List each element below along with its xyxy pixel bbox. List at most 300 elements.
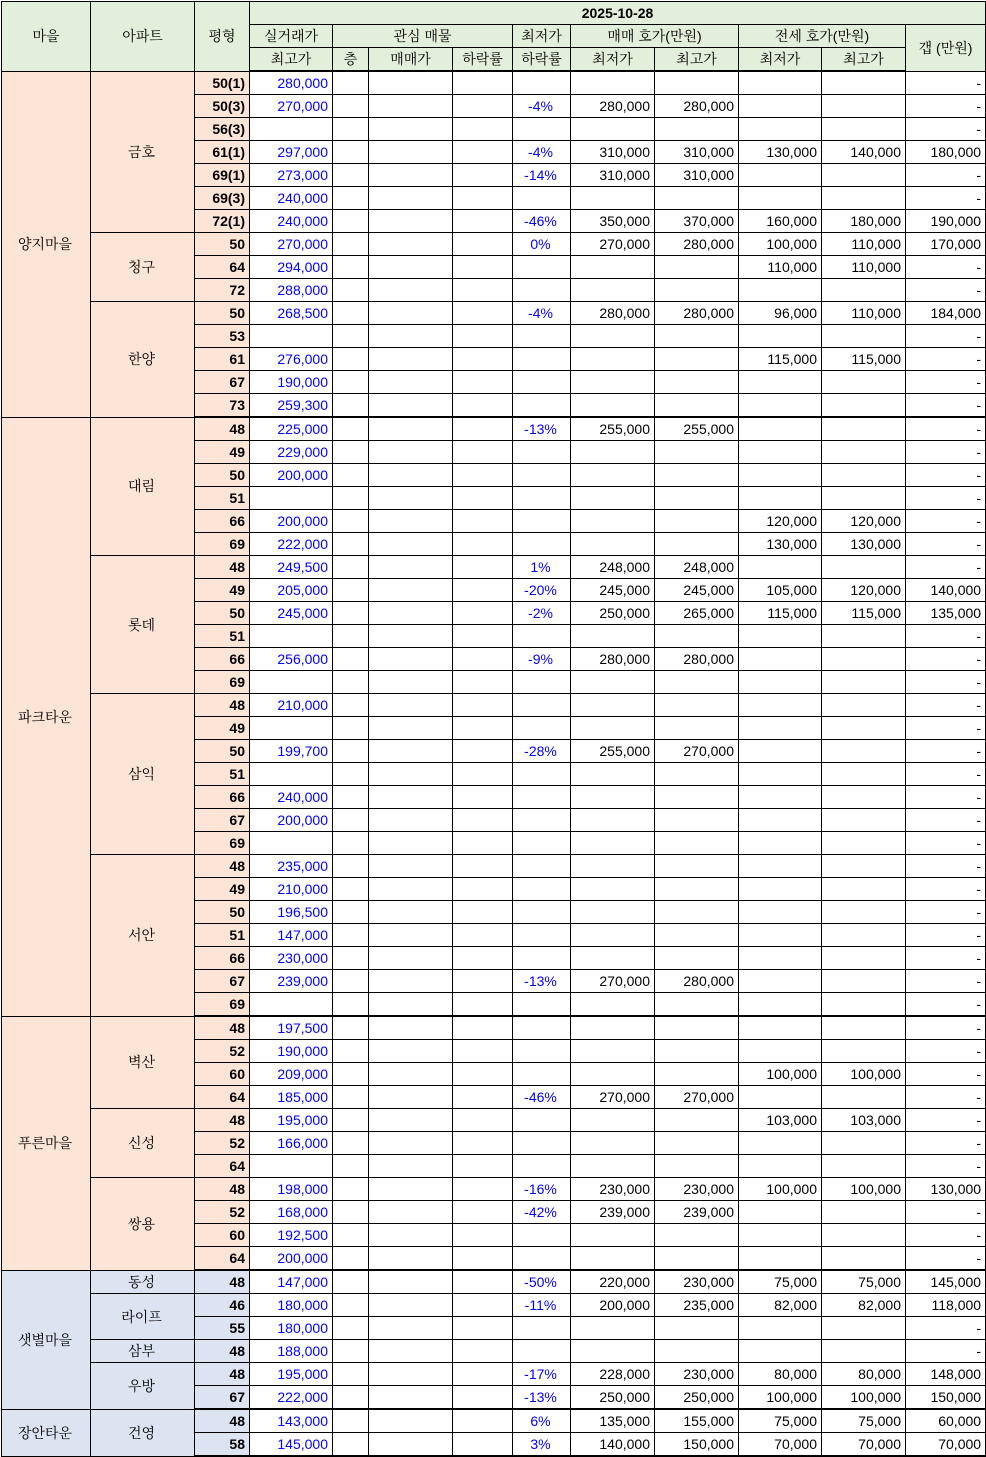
min-drop-rate-cell[interactable]: -42% bbox=[513, 1201, 571, 1224]
jeonse-min-cell[interactable] bbox=[739, 118, 822, 141]
interest-price-cell[interactable] bbox=[369, 164, 453, 187]
min-drop-rate-cell[interactable]: -4% bbox=[513, 141, 571, 164]
interest-price-cell[interactable] bbox=[369, 970, 453, 993]
interest-drop-cell[interactable] bbox=[453, 417, 513, 441]
interest-price-cell[interactable] bbox=[369, 763, 453, 786]
jeonse-max-cell[interactable] bbox=[822, 763, 906, 786]
village-cell[interactable]: 샛별마을 bbox=[2, 1270, 91, 1409]
gap-cell[interactable]: 140,000 bbox=[906, 579, 986, 602]
interest-price-cell[interactable] bbox=[369, 878, 453, 901]
interest-price-cell[interactable] bbox=[369, 187, 453, 210]
jeonse-max-cell[interactable]: 110,000 bbox=[822, 302, 906, 325]
gap-cell[interactable]: - bbox=[906, 371, 986, 394]
jeonse-max-cell[interactable] bbox=[822, 671, 906, 694]
min-drop-rate-cell[interactable]: -16% bbox=[513, 1178, 571, 1201]
interest-floor-cell[interactable] bbox=[333, 210, 369, 233]
interest-drop-cell[interactable] bbox=[453, 1340, 513, 1363]
interest-floor-cell[interactable] bbox=[333, 579, 369, 602]
sale-min-cell[interactable] bbox=[571, 671, 655, 694]
jeonse-min-cell[interactable] bbox=[739, 1201, 822, 1224]
apartment-cell[interactable]: 대림 bbox=[91, 417, 195, 556]
sale-max-cell[interactable] bbox=[655, 717, 739, 740]
size-cell[interactable]: 51 bbox=[195, 924, 250, 947]
sale-min-cell[interactable] bbox=[571, 1155, 655, 1178]
gap-cell[interactable]: - bbox=[906, 1063, 986, 1086]
jeonse-max-cell[interactable] bbox=[822, 325, 906, 348]
interest-price-cell[interactable] bbox=[369, 671, 453, 694]
sale-min-cell[interactable]: 255,000 bbox=[571, 417, 655, 441]
sale-min-cell[interactable] bbox=[571, 71, 655, 95]
actual-trade-cell[interactable]: 195,000 bbox=[250, 1109, 333, 1132]
sale-min-cell[interactable] bbox=[571, 1317, 655, 1340]
size-cell[interactable]: 51 bbox=[195, 487, 250, 510]
min-drop-rate-cell[interactable]: -17% bbox=[513, 1363, 571, 1386]
min-drop-rate-cell[interactable] bbox=[513, 510, 571, 533]
min-drop-rate-cell[interactable] bbox=[513, 878, 571, 901]
interest-floor-cell[interactable] bbox=[333, 602, 369, 625]
sale-max-cell[interactable] bbox=[655, 901, 739, 924]
interest-drop-cell[interactable] bbox=[453, 924, 513, 947]
sale-max-cell[interactable] bbox=[655, 325, 739, 348]
actual-trade-cell[interactable]: 259,300 bbox=[250, 394, 333, 418]
gap-cell[interactable]: - bbox=[906, 279, 986, 302]
interest-price-cell[interactable] bbox=[369, 1294, 453, 1317]
interest-drop-cell[interactable] bbox=[453, 441, 513, 464]
min-drop-rate-cell[interactable] bbox=[513, 1224, 571, 1247]
min-drop-rate-cell[interactable] bbox=[513, 1109, 571, 1132]
gap-cell[interactable]: - bbox=[906, 625, 986, 648]
header-size[interactable]: 평형 bbox=[195, 2, 250, 72]
interest-floor-cell[interactable] bbox=[333, 786, 369, 809]
actual-trade-cell[interactable]: 225,000 bbox=[250, 417, 333, 441]
village-cell[interactable]: 푸른마을 bbox=[2, 1016, 91, 1270]
header-sale[interactable]: 매매 호가(만원) bbox=[571, 25, 739, 48]
sale-max-cell[interactable]: 230,000 bbox=[655, 1363, 739, 1386]
size-cell[interactable]: 69 bbox=[195, 533, 250, 556]
interest-floor-cell[interactable] bbox=[333, 556, 369, 579]
gap-cell[interactable]: - bbox=[906, 1040, 986, 1063]
interest-price-cell[interactable] bbox=[369, 533, 453, 556]
interest-price-cell[interactable] bbox=[369, 901, 453, 924]
size-cell[interactable]: 69 bbox=[195, 993, 250, 1017]
interest-price-cell[interactable] bbox=[369, 1040, 453, 1063]
gap-cell[interactable]: - bbox=[906, 740, 986, 763]
jeonse-min-cell[interactable] bbox=[739, 394, 822, 418]
gap-cell[interactable]: - bbox=[906, 1016, 986, 1040]
min-drop-rate-cell[interactable] bbox=[513, 187, 571, 210]
size-cell[interactable]: 46 bbox=[195, 1294, 250, 1317]
header-gap[interactable]: 갭 (만원) bbox=[906, 25, 986, 72]
interest-floor-cell[interactable] bbox=[333, 809, 369, 832]
min-drop-rate-cell[interactable] bbox=[513, 1247, 571, 1271]
interest-floor-cell[interactable] bbox=[333, 993, 369, 1017]
interest-price-cell[interactable] bbox=[369, 717, 453, 740]
min-drop-rate-cell[interactable] bbox=[513, 1016, 571, 1040]
sale-min-cell[interactable] bbox=[571, 1109, 655, 1132]
interest-drop-cell[interactable] bbox=[453, 602, 513, 625]
header-interest[interactable]: 관심 매물 bbox=[333, 25, 513, 48]
gap-cell[interactable]: - bbox=[906, 809, 986, 832]
interest-floor-cell[interactable] bbox=[333, 118, 369, 141]
min-drop-rate-cell[interactable] bbox=[513, 279, 571, 302]
jeonse-min-cell[interactable] bbox=[739, 694, 822, 717]
jeonse-max-cell[interactable] bbox=[822, 71, 906, 95]
interest-drop-cell[interactable] bbox=[453, 625, 513, 648]
sale-max-cell[interactable]: 270,000 bbox=[655, 740, 739, 763]
size-cell[interactable]: 52 bbox=[195, 1040, 250, 1063]
sale-max-cell[interactable]: 280,000 bbox=[655, 302, 739, 325]
actual-trade-cell[interactable]: 190,000 bbox=[250, 1040, 333, 1063]
sale-max-cell[interactable] bbox=[655, 1132, 739, 1155]
sale-max-cell[interactable]: 310,000 bbox=[655, 164, 739, 187]
size-cell[interactable]: 64 bbox=[195, 1155, 250, 1178]
jeonse-max-cell[interactable] bbox=[822, 556, 906, 579]
apartment-cell[interactable]: 삼부 bbox=[91, 1340, 195, 1363]
jeonse-max-cell[interactable] bbox=[822, 1317, 906, 1340]
interest-floor-cell[interactable] bbox=[333, 1340, 369, 1363]
size-cell[interactable]: 67 bbox=[195, 371, 250, 394]
min-drop-rate-cell[interactable] bbox=[513, 832, 571, 855]
interest-floor-cell[interactable] bbox=[333, 464, 369, 487]
interest-price-cell[interactable] bbox=[369, 371, 453, 394]
sale-max-cell[interactable]: 239,000 bbox=[655, 1201, 739, 1224]
village-cell[interactable]: 장안타운 bbox=[2, 1409, 91, 1456]
jeonse-max-cell[interactable] bbox=[822, 717, 906, 740]
interest-drop-cell[interactable] bbox=[453, 1201, 513, 1224]
interest-drop-cell[interactable] bbox=[453, 71, 513, 95]
sale-min-cell[interactable]: 280,000 bbox=[571, 302, 655, 325]
sale-max-cell[interactable] bbox=[655, 671, 739, 694]
sale-max-cell[interactable] bbox=[655, 786, 739, 809]
jeonse-min-cell[interactable] bbox=[739, 417, 822, 441]
gap-cell[interactable]: - bbox=[906, 325, 986, 348]
jeonse-max-cell[interactable]: 80,000 bbox=[822, 1363, 906, 1386]
jeonse-min-cell[interactable] bbox=[739, 95, 822, 118]
sale-max-cell[interactable] bbox=[655, 832, 739, 855]
actual-trade-cell[interactable]: 297,000 bbox=[250, 141, 333, 164]
interest-floor-cell[interactable] bbox=[333, 924, 369, 947]
interest-drop-cell[interactable] bbox=[453, 95, 513, 118]
gap-cell[interactable]: - bbox=[906, 556, 986, 579]
jeonse-min-cell[interactable]: 100,000 bbox=[739, 1063, 822, 1086]
jeonse-min-cell[interactable] bbox=[739, 970, 822, 993]
actual-trade-cell[interactable]: 268,500 bbox=[250, 302, 333, 325]
interest-floor-cell[interactable] bbox=[333, 1270, 369, 1294]
header-jeonse-max[interactable]: 최고가 bbox=[822, 48, 906, 72]
sale-max-cell[interactable] bbox=[655, 187, 739, 210]
jeonse-min-cell[interactable] bbox=[739, 1247, 822, 1271]
sale-max-cell[interactable] bbox=[655, 1340, 739, 1363]
interest-floor-cell[interactable] bbox=[333, 394, 369, 418]
gap-cell[interactable]: 130,000 bbox=[906, 1178, 986, 1201]
size-cell[interactable]: 48 bbox=[195, 1270, 250, 1294]
actual-trade-cell[interactable]: 240,000 bbox=[250, 786, 333, 809]
gap-cell[interactable]: - bbox=[906, 187, 986, 210]
jeonse-max-cell[interactable] bbox=[822, 279, 906, 302]
gap-cell[interactable]: - bbox=[906, 648, 986, 671]
apartment-cell[interactable]: 쌍용 bbox=[91, 1178, 195, 1271]
min-drop-rate-cell[interactable]: -13% bbox=[513, 417, 571, 441]
sale-max-cell[interactable]: 150,000 bbox=[655, 1433, 739, 1457]
sale-min-cell[interactable] bbox=[571, 464, 655, 487]
sale-max-cell[interactable] bbox=[655, 809, 739, 832]
header-village[interactable]: 마을 bbox=[2, 2, 91, 72]
actual-trade-cell[interactable]: 288,000 bbox=[250, 279, 333, 302]
interest-price-cell[interactable] bbox=[369, 579, 453, 602]
interest-drop-cell[interactable] bbox=[453, 717, 513, 740]
sale-max-cell[interactable]: 235,000 bbox=[655, 1294, 739, 1317]
interest-floor-cell[interactable] bbox=[333, 510, 369, 533]
jeonse-max-cell[interactable] bbox=[822, 1132, 906, 1155]
jeonse-max-cell[interactable] bbox=[822, 970, 906, 993]
sale-min-cell[interactable] bbox=[571, 1040, 655, 1063]
actual-trade-cell[interactable]: 239,000 bbox=[250, 970, 333, 993]
jeonse-min-cell[interactable] bbox=[739, 671, 822, 694]
sale-min-cell[interactable]: 270,000 bbox=[571, 970, 655, 993]
jeonse-min-cell[interactable]: 75,000 bbox=[739, 1409, 822, 1433]
jeonse-min-cell[interactable] bbox=[739, 1086, 822, 1109]
header-min-drop[interactable]: 최저가 bbox=[513, 25, 571, 48]
jeonse-max-cell[interactable]: 180,000 bbox=[822, 210, 906, 233]
header-jeonse[interactable]: 전세 호가(만원) bbox=[739, 25, 906, 48]
size-cell[interactable]: 55 bbox=[195, 1317, 250, 1340]
jeonse-max-cell[interactable] bbox=[822, 809, 906, 832]
interest-floor-cell[interactable] bbox=[333, 1016, 369, 1040]
interest-drop-cell[interactable] bbox=[453, 970, 513, 993]
sale-max-cell[interactable]: 230,000 bbox=[655, 1178, 739, 1201]
min-drop-rate-cell[interactable] bbox=[513, 71, 571, 95]
size-cell[interactable]: 73 bbox=[195, 394, 250, 418]
jeonse-min-cell[interactable] bbox=[739, 993, 822, 1017]
gap-cell[interactable]: - bbox=[906, 95, 986, 118]
gap-cell[interactable]: - bbox=[906, 1132, 986, 1155]
sale-min-cell[interactable] bbox=[571, 901, 655, 924]
sale-max-cell[interactable] bbox=[655, 510, 739, 533]
min-drop-rate-cell[interactable]: -2% bbox=[513, 602, 571, 625]
jeonse-min-cell[interactable]: 100,000 bbox=[739, 1178, 822, 1201]
jeonse-min-cell[interactable] bbox=[739, 1016, 822, 1040]
min-drop-rate-cell[interactable]: 0% bbox=[513, 233, 571, 256]
jeonse-max-cell[interactable] bbox=[822, 417, 906, 441]
jeonse-max-cell[interactable] bbox=[822, 118, 906, 141]
sale-max-cell[interactable]: 270,000 bbox=[655, 1086, 739, 1109]
min-drop-rate-cell[interactable] bbox=[513, 371, 571, 394]
gap-cell[interactable]: - bbox=[906, 164, 986, 187]
jeonse-min-cell[interactable] bbox=[739, 1224, 822, 1247]
interest-floor-cell[interactable] bbox=[333, 1040, 369, 1063]
interest-price-cell[interactable] bbox=[369, 924, 453, 947]
jeonse-max-cell[interactable]: 120,000 bbox=[822, 579, 906, 602]
sale-min-cell[interactable] bbox=[571, 187, 655, 210]
jeonse-min-cell[interactable] bbox=[739, 1132, 822, 1155]
sale-max-cell[interactable] bbox=[655, 1109, 739, 1132]
actual-trade-cell[interactable]: 166,000 bbox=[250, 1132, 333, 1155]
interest-floor-cell[interactable] bbox=[333, 256, 369, 279]
gap-cell[interactable]: - bbox=[906, 970, 986, 993]
min-drop-rate-cell[interactable]: -46% bbox=[513, 1086, 571, 1109]
sale-max-cell[interactable]: 265,000 bbox=[655, 602, 739, 625]
actual-trade-cell[interactable] bbox=[250, 118, 333, 141]
size-cell[interactable]: 69 bbox=[195, 832, 250, 855]
sale-min-cell[interactable]: 140,000 bbox=[571, 1433, 655, 1457]
jeonse-max-cell[interactable] bbox=[822, 464, 906, 487]
min-drop-rate-cell[interactable]: 6% bbox=[513, 1409, 571, 1433]
gap-cell[interactable]: 70,000 bbox=[906, 1433, 986, 1457]
interest-floor-cell[interactable] bbox=[333, 71, 369, 95]
sale-max-cell[interactable] bbox=[655, 1040, 739, 1063]
sale-max-cell[interactable] bbox=[655, 1224, 739, 1247]
interest-floor-cell[interactable] bbox=[333, 1201, 369, 1224]
jeonse-min-cell[interactable] bbox=[739, 740, 822, 763]
interest-price-cell[interactable] bbox=[369, 1178, 453, 1201]
jeonse-min-cell[interactable]: 70,000 bbox=[739, 1433, 822, 1457]
interest-price-cell[interactable] bbox=[369, 441, 453, 464]
sale-min-cell[interactable]: 250,000 bbox=[571, 602, 655, 625]
interest-drop-cell[interactable] bbox=[453, 1178, 513, 1201]
jeonse-max-cell[interactable]: 75,000 bbox=[822, 1409, 906, 1433]
sale-min-cell[interactable] bbox=[571, 1247, 655, 1271]
gap-cell[interactable]: - bbox=[906, 487, 986, 510]
min-drop-rate-cell[interactable]: -4% bbox=[513, 95, 571, 118]
size-cell[interactable]: 49 bbox=[195, 579, 250, 602]
gap-cell[interactable]: 145,000 bbox=[906, 1270, 986, 1294]
gap-cell[interactable]: - bbox=[906, 1155, 986, 1178]
sale-max-cell[interactable]: 280,000 bbox=[655, 95, 739, 118]
jeonse-min-cell[interactable] bbox=[739, 947, 822, 970]
sale-max-cell[interactable]: 155,000 bbox=[655, 1409, 739, 1433]
size-cell[interactable]: 52 bbox=[195, 1132, 250, 1155]
gap-cell[interactable]: - bbox=[906, 1247, 986, 1271]
interest-drop-cell[interactable] bbox=[453, 118, 513, 141]
jeonse-min-cell[interactable]: 120,000 bbox=[739, 510, 822, 533]
min-drop-rate-cell[interactable]: -20% bbox=[513, 579, 571, 602]
gap-cell[interactable]: 118,000 bbox=[906, 1294, 986, 1317]
interest-drop-cell[interactable] bbox=[453, 579, 513, 602]
actual-trade-cell[interactable]: 230,000 bbox=[250, 947, 333, 970]
actual-trade-cell[interactable]: 245,000 bbox=[250, 602, 333, 625]
jeonse-max-cell[interactable]: 120,000 bbox=[822, 510, 906, 533]
sale-min-cell[interactable] bbox=[571, 1224, 655, 1247]
size-cell[interactable]: 50(1) bbox=[195, 71, 250, 95]
interest-drop-cell[interactable] bbox=[453, 510, 513, 533]
sale-min-cell[interactable] bbox=[571, 878, 655, 901]
size-cell[interactable]: 72 bbox=[195, 279, 250, 302]
interest-floor-cell[interactable] bbox=[333, 1363, 369, 1386]
min-drop-rate-cell[interactable] bbox=[513, 1155, 571, 1178]
actual-trade-cell[interactable] bbox=[250, 1155, 333, 1178]
actual-trade-cell[interactable] bbox=[250, 717, 333, 740]
sale-max-cell[interactable] bbox=[655, 279, 739, 302]
jeonse-max-cell[interactable] bbox=[822, 95, 906, 118]
sale-max-cell[interactable] bbox=[655, 763, 739, 786]
sale-min-cell[interactable] bbox=[571, 625, 655, 648]
interest-drop-cell[interactable] bbox=[453, 671, 513, 694]
size-cell[interactable]: 49 bbox=[195, 878, 250, 901]
size-cell[interactable]: 48 bbox=[195, 694, 250, 717]
interest-price-cell[interactable] bbox=[369, 1063, 453, 1086]
min-drop-rate-cell[interactable] bbox=[513, 855, 571, 878]
interest-drop-cell[interactable] bbox=[453, 348, 513, 371]
gap-cell[interactable]: - bbox=[906, 1086, 986, 1109]
interest-price-cell[interactable] bbox=[369, 141, 453, 164]
gap-cell[interactable]: - bbox=[906, 71, 986, 95]
gap-cell[interactable]: 184,000 bbox=[906, 302, 986, 325]
sale-min-cell[interactable] bbox=[571, 809, 655, 832]
apartment-cell[interactable]: 벽산 bbox=[91, 1016, 195, 1109]
sale-max-cell[interactable] bbox=[655, 878, 739, 901]
interest-drop-cell[interactable] bbox=[453, 371, 513, 394]
apartment-cell[interactable]: 라이프 bbox=[91, 1294, 195, 1340]
size-cell[interactable]: 49 bbox=[195, 717, 250, 740]
actual-trade-cell[interactable]: 270,000 bbox=[250, 95, 333, 118]
interest-floor-cell[interactable] bbox=[333, 1386, 369, 1410]
interest-drop-cell[interactable] bbox=[453, 533, 513, 556]
min-drop-rate-cell[interactable] bbox=[513, 947, 571, 970]
gap-cell[interactable]: - bbox=[906, 1317, 986, 1340]
gap-cell[interactable]: 148,000 bbox=[906, 1363, 986, 1386]
actual-trade-cell[interactable]: 200,000 bbox=[250, 464, 333, 487]
gap-cell[interactable]: - bbox=[906, 694, 986, 717]
jeonse-max-cell[interactable]: 75,000 bbox=[822, 1270, 906, 1294]
apartment-cell[interactable]: 롯데 bbox=[91, 556, 195, 694]
jeonse-min-cell[interactable]: 82,000 bbox=[739, 1294, 822, 1317]
interest-floor-cell[interactable] bbox=[333, 1409, 369, 1433]
sale-min-cell[interactable] bbox=[571, 394, 655, 418]
min-drop-rate-cell[interactable] bbox=[513, 441, 571, 464]
actual-trade-cell[interactable] bbox=[250, 832, 333, 855]
interest-price-cell[interactable] bbox=[369, 1409, 453, 1433]
interest-price-cell[interactable] bbox=[369, 1109, 453, 1132]
min-drop-rate-cell[interactable] bbox=[513, 256, 571, 279]
sale-min-cell[interactable] bbox=[571, 947, 655, 970]
interest-drop-cell[interactable] bbox=[453, 1294, 513, 1317]
jeonse-min-cell[interactable] bbox=[739, 855, 822, 878]
interest-floor-cell[interactable] bbox=[333, 417, 369, 441]
min-drop-rate-cell[interactable]: -13% bbox=[513, 970, 571, 993]
size-cell[interactable]: 48 bbox=[195, 1363, 250, 1386]
gap-cell[interactable]: - bbox=[906, 832, 986, 855]
size-cell[interactable]: 56(3) bbox=[195, 118, 250, 141]
sale-min-cell[interactable] bbox=[571, 510, 655, 533]
min-drop-rate-cell[interactable] bbox=[513, 763, 571, 786]
village-cell[interactable]: 파크타운 bbox=[2, 417, 91, 1016]
apartment-cell[interactable]: 한양 bbox=[91, 302, 195, 418]
interest-price-cell[interactable] bbox=[369, 1433, 453, 1457]
sale-max-cell[interactable]: 370,000 bbox=[655, 210, 739, 233]
gap-cell[interactable]: - bbox=[906, 417, 986, 441]
size-cell[interactable]: 60 bbox=[195, 1224, 250, 1247]
interest-floor-cell[interactable] bbox=[333, 1063, 369, 1086]
size-cell[interactable]: 51 bbox=[195, 763, 250, 786]
min-drop-rate-cell[interactable]: -9% bbox=[513, 648, 571, 671]
jeonse-min-cell[interactable] bbox=[739, 924, 822, 947]
interest-price-cell[interactable] bbox=[369, 1247, 453, 1271]
interest-price-cell[interactable] bbox=[369, 487, 453, 510]
sale-min-cell[interactable]: 248,000 bbox=[571, 556, 655, 579]
size-cell[interactable]: 61(1) bbox=[195, 141, 250, 164]
interest-floor-cell[interactable] bbox=[333, 325, 369, 348]
interest-price-cell[interactable] bbox=[369, 1363, 453, 1386]
min-drop-rate-cell[interactable] bbox=[513, 487, 571, 510]
village-cell[interactable]: 양지마을 bbox=[2, 71, 91, 417]
interest-drop-cell[interactable] bbox=[453, 1155, 513, 1178]
interest-price-cell[interactable] bbox=[369, 95, 453, 118]
actual-trade-cell[interactable] bbox=[250, 993, 333, 1017]
min-drop-rate-cell[interactable] bbox=[513, 924, 571, 947]
sale-min-cell[interactable]: 280,000 bbox=[571, 648, 655, 671]
interest-drop-cell[interactable] bbox=[453, 878, 513, 901]
header-jeonse-min[interactable]: 최저가 bbox=[739, 48, 822, 72]
